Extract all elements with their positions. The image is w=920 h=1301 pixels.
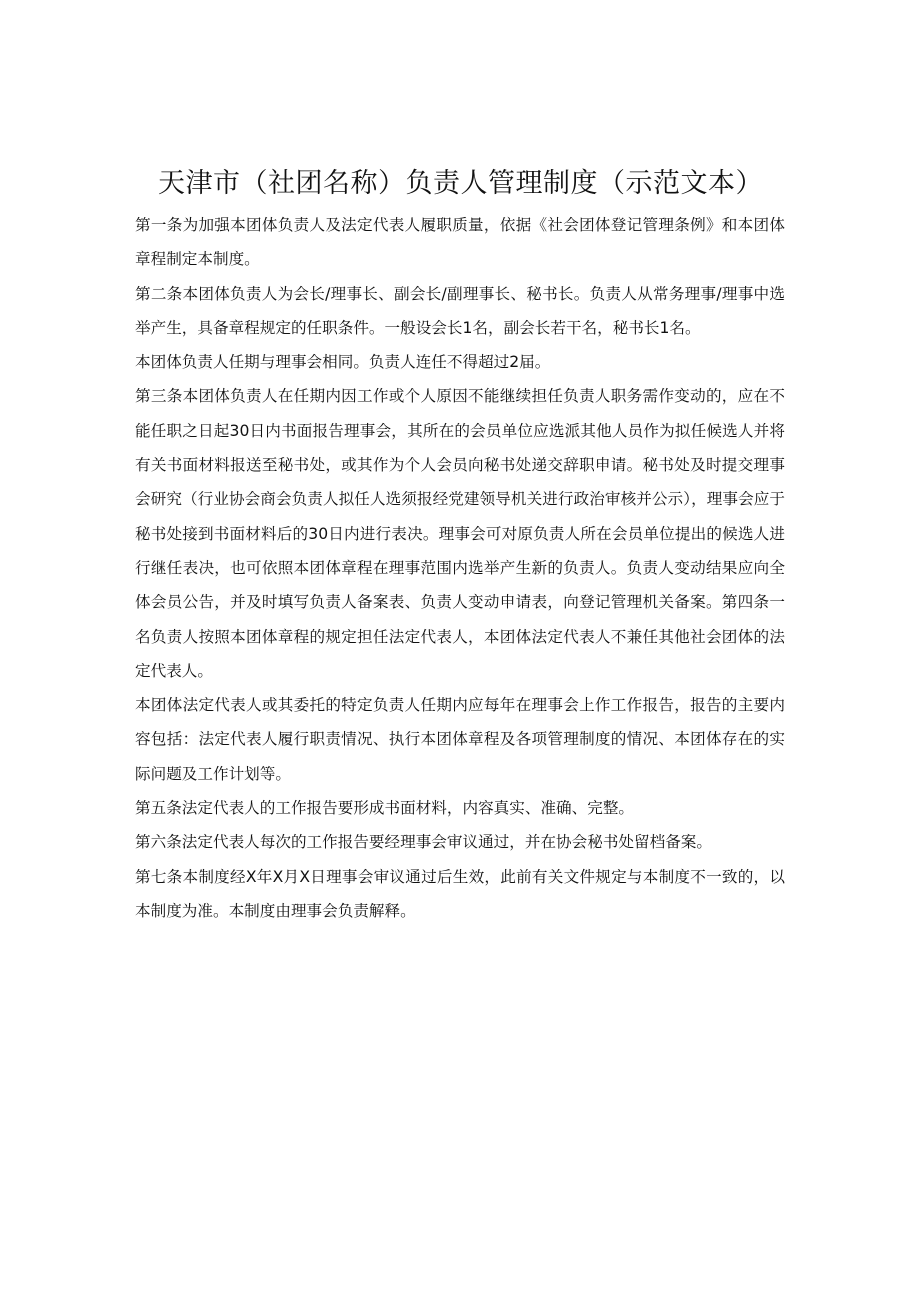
article-5-paragraph: 第五条法定代表人的工作报告要形成书面材料，内容真实、准确、完整。 [135,799,635,818]
document-title: 天津市（社团名称）负责人管理制度（示范文本） [158,168,763,199]
article-2-paragraph: 第二条本团体负责人为会长/理事长、副会长/副理事长、秘书长。负责人从常务理事/理事中选举产生，具备章程规定的任职条件。一般设会长1名，副会长若干名，秘书长1名。 [135,284,785,337]
document-body [135,208,785,928]
article-1-paragraph: 第一条为加强本团体负责人及法定代表人履职质量，依据《社会团体登记管理条例》和本团体章程制定本制度。 [135,216,785,269]
term-limit-paragraph: 本团体负责人任期与理事会相同。负责人连任不得超过2届。 [135,353,551,372]
article-6-paragraph: 第六条法定代表人每次的工作报告要经理事会审议通过，并在协会秘书处留档备案。 [135,833,712,852]
work-report-paragraph: 本团体法定代表人或其委托的特定负责人任期内应每年在理事会上作工作报告，报告的主要内容包括：法定代表人履行职责情况、执行本团体章程及各项管理制度的情况、本团体存在的实际问题及工作计划等。 [135,696,785,783]
article-7-paragraph: 第七条本制度经X年X月X日理事会审议通过后生效，此前有关文件规定与本制度不一致的，以本制度为准。本制度由理事会负责解释。 [135,867,785,920]
article-3-4-paragraph: 第三条本团体负责人在任期内因工作或个人原因不能继续担任负责人职务需作变动的，应在不能任职之日起30日内书面报告理事会，其所在的会员单位应选派其他人员作为拟任候选人并将有关书面材料报送至秘书处，或其作为个人会员向秘书处递交辞职申请。秘书处及时提交理事会研究（行业协会商会负责人拟任人选须报经党建领导机关进行政治审核并公示），理事会应于秘书处接到书面材料后的30日内进行表决。理事会可对原负责人所在会员单位提出的候选人进行继任表决，也可依照本团体章程在理事范围内选举产生新的负责人。负责人变动结果应向全体会员公告，并及时填写负责人备案表、负责人变动申请表，向登记管理机关备案。第四条一名负责人按照本团体章程的规定担任法定代表人，本团体法定代表人不兼任其他社会团体的法定代表人。 [135,387,785,680]
